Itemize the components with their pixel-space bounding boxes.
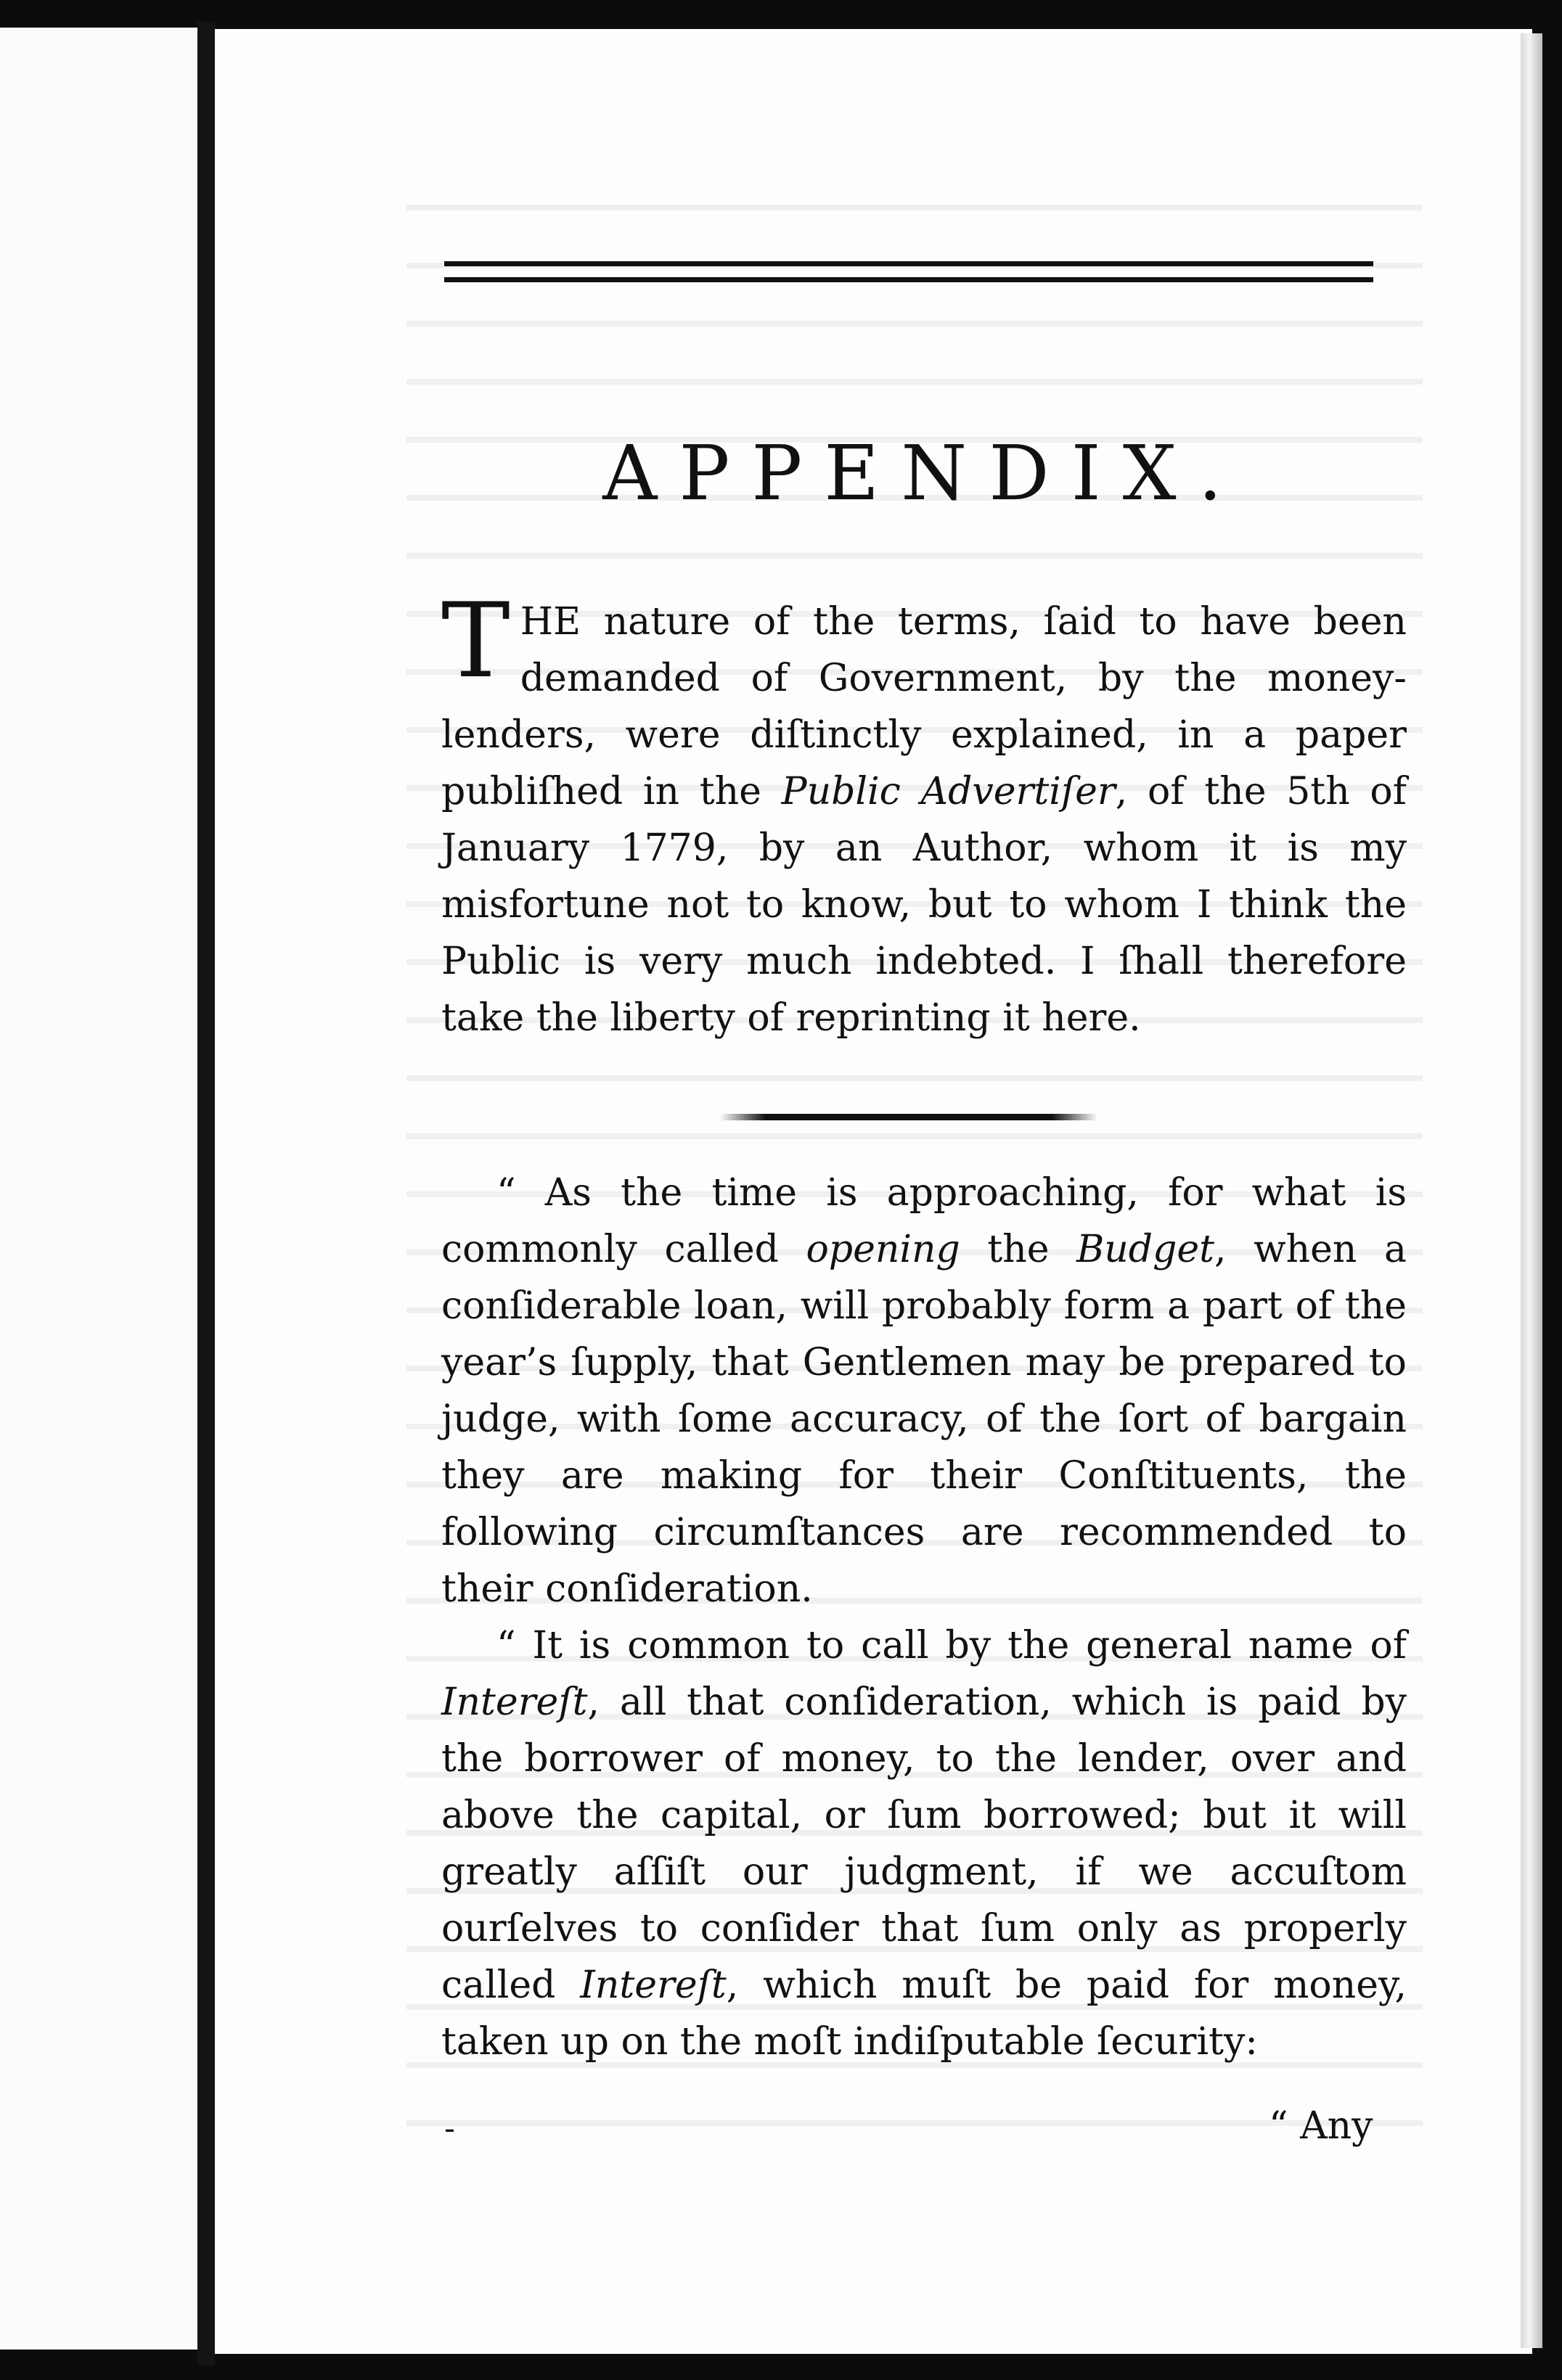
rule-line-top xyxy=(444,261,1373,266)
binding-gutter xyxy=(197,22,215,2365)
quote-p2-italic-interest: Intereſt xyxy=(441,1681,588,1724)
quote-p1-text-c: , when a conſiderable loan, will probably form a part of the year’s ſupply, that Gentlemen may be prepared to judge, with ſome accuracy, of the ſort of bargain they are making for their Conſtituents, the following circumſtances are recommended to their conſideration. xyxy=(441,1228,1407,1611)
quote-p1-italic-budget: Budget xyxy=(1076,1228,1215,1271)
quote-p1-italic-opening: opening xyxy=(806,1228,960,1271)
intro-italic-newspaper: Public Advertiſer xyxy=(781,770,1116,813)
intro-paragraph xyxy=(441,581,1407,1046)
quoted-passage xyxy=(441,1165,1407,2070)
facing-page-edge xyxy=(0,28,197,2350)
quote-open-mark: “ xyxy=(496,1171,516,1215)
section-divider-rule xyxy=(720,1114,1097,1120)
drop-cap: T xyxy=(441,581,510,701)
quote-open-mark-2: “ xyxy=(496,1624,516,1667)
intro-text-continued: , of the 5th of January 1779, by an Author, whom it is my misfortune not to know, but to whom I think the Public is very much indebted. I ſhall therefore take the liberty of reprinting it here. xyxy=(441,770,1407,1040)
quote-p2-text-c: , which muſt be paid for money, taken up on the moſt indiſputable ſecurity: xyxy=(441,1964,1407,2064)
quote-p2-italic-interest-2: Intereſt xyxy=(580,1964,727,2007)
quote-p1-text-a: As the time is approaching, for what is commonly called xyxy=(441,1171,1407,1271)
page-title: APPENDIX. xyxy=(602,429,1244,517)
quote-p2-text-b: , all that conſideration, which is paid by the borrower of money, to the lender, over and above the capital, or ſum borrowed; but it will greatly aſſiſt our judgment, if we accuſtom ourſelves to conſider that ſum only as properly called xyxy=(441,1681,1407,2007)
double-rule-header xyxy=(444,261,1373,295)
quote-paragraph-1 xyxy=(441,1165,1407,1617)
rule-line-bottom xyxy=(444,277,1373,282)
catchword: “ Any xyxy=(1269,2104,1373,2148)
intro-text: HE nature of the terms, ſaid to have been demanded of Government, by the money-lenders, were diſtinctly explained, in a paper publiſhed in the xyxy=(441,600,1407,813)
quote-paragraph-2 xyxy=(441,1617,1407,2070)
page-fore-edge xyxy=(1521,33,1542,2348)
quote-p2-text-a: It is common to call by the general name of xyxy=(532,1624,1407,1667)
quote-p1-text-b: the xyxy=(960,1228,1077,1271)
margin-mark: - xyxy=(444,2110,455,2147)
